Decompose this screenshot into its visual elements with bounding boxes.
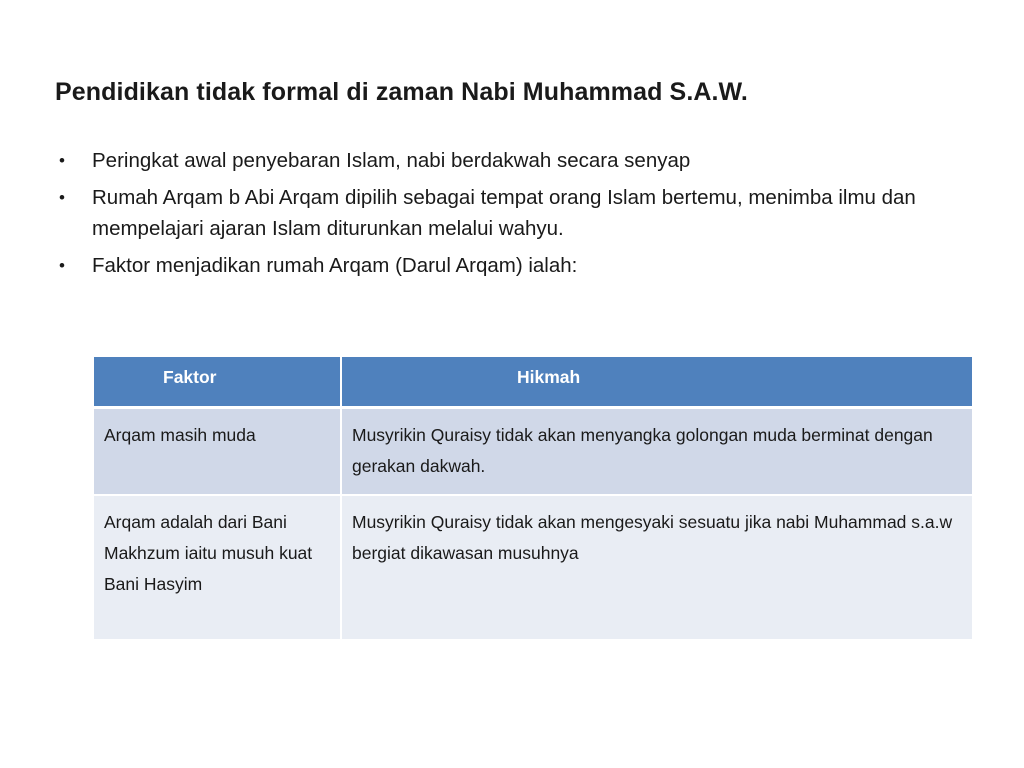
bullet-list <box>55 145 955 287</box>
column-header-faktor: Faktor <box>94 357 341 407</box>
slide-title: Pendidikan tidak formal di zaman Nabi Muhammad S.A.W. <box>55 78 748 106</box>
bullet-marker: • <box>59 256 65 275</box>
table-cell-hikmah: Musyrikin Quraisy tidak akan mengesyaki sesuatu jika nabi Muhammad s.a.w bergiat dikawasan musuhnya <box>341 495 972 640</box>
table-cell-faktor: Arqam adalah dari Bani Makhzum iaitu musuh kuat Bani Hasyim <box>94 495 341 640</box>
bullet-text: Rumah Arqam b Abi Arqam dipilih sebagai tempat orang Islam bertemu, menimba ilmu dan mempelajari ajaran Islam diturunkan melalui wahyu. <box>92 186 916 240</box>
column-header-hikmah: Hikmah <box>341 357 972 407</box>
table-cell-faktor: Arqam masih muda <box>94 407 341 495</box>
bullet-item <box>55 250 955 281</box>
table-cell-hikmah: Musyrikin Quraisy tidak akan menyangka golongan muda berminat dengan gerakan dakwah. <box>341 407 972 495</box>
table-header-row <box>94 357 972 407</box>
faktor-hikmah-table <box>94 357 972 641</box>
bullet-item <box>55 145 955 176</box>
table-row <box>94 407 972 495</box>
bullet-item <box>55 182 955 244</box>
bullet-marker: • <box>59 151 65 170</box>
bullet-text: Faktor menjadikan rumah Arqam (Darul Arqam) ialah: <box>92 254 578 277</box>
table-row <box>94 495 972 640</box>
bullet-marker: • <box>59 188 65 207</box>
bullet-text: Peringkat awal penyebaran Islam, nabi berdakwah secara senyap <box>92 149 691 172</box>
